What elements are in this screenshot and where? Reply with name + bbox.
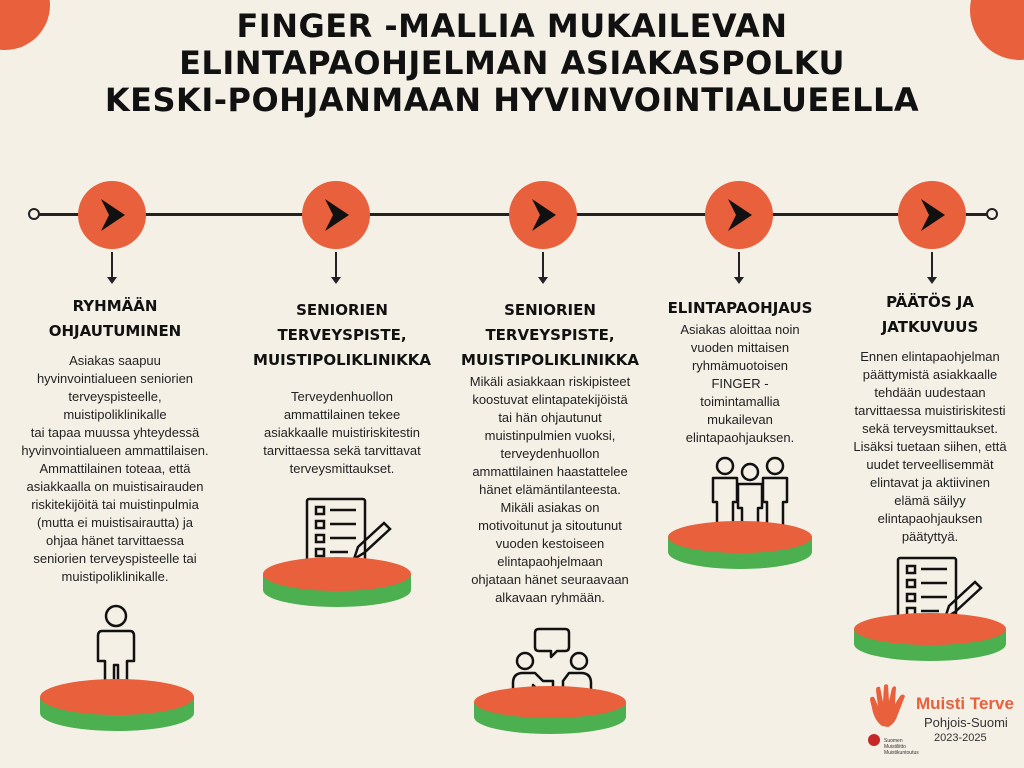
text-line: elintapaohjelmaan — [497, 554, 603, 569]
step-2-circle — [302, 181, 370, 249]
text-line: ammattilainen haastattelee — [472, 464, 628, 479]
step-1-platform — [38, 677, 196, 733]
step-5-platform — [852, 611, 1008, 663]
muisti-terve-logo — [868, 684, 1018, 764]
play-arrow-icon — [724, 197, 754, 233]
step-2 — [242, 298, 442, 478]
text-line: mukailevan — [707, 412, 773, 427]
heading-line: JATKUVUUS — [881, 318, 979, 336]
down-arrow — [738, 252, 740, 282]
text-line: Mikäli asiakas on — [500, 500, 600, 515]
heading-line: TERVEYSPISTE, — [277, 326, 407, 344]
step-2-heading — [242, 298, 442, 373]
step-2-text — [242, 388, 442, 478]
text-line: muistipoliklinikalle — [63, 407, 167, 422]
text-line: koostuvat elintapatekijöistä — [472, 392, 628, 407]
step-4-text — [650, 321, 830, 447]
text-line: Terveydenhuollon — [291, 389, 393, 404]
text-line: seniorien terveyspisteelle tai — [33, 551, 197, 566]
timeline-end-dot — [986, 208, 998, 220]
text-line: alkavaan ryhmään. — [495, 590, 605, 605]
text-line: uudet terveellisemmät — [866, 457, 994, 472]
text-line: hänet elämäntilanteesta. — [479, 482, 621, 497]
play-arrow-icon — [917, 197, 947, 233]
heading-line: MUISTIPOLIKLINIKKA — [253, 351, 431, 369]
muistiliitto-mark-icon — [868, 734, 880, 746]
text-line: sekä terveysmittaukset. — [862, 421, 998, 436]
down-arrow — [542, 252, 544, 282]
heading-line: SENIORIEN — [296, 301, 388, 319]
text-line: muistinpulmien vuoksi, — [484, 428, 616, 443]
down-arrow — [335, 252, 337, 282]
text-line: päättymistä asiakkaalle — [862, 367, 998, 382]
play-arrow-icon — [97, 197, 127, 233]
logo-small-print — [884, 738, 924, 756]
heading-line: RYHMÄÄN — [72, 297, 158, 315]
text-line: elintavat ja aktiivinen — [870, 475, 990, 490]
hand-icon — [868, 684, 916, 728]
page-title — [0, 8, 1024, 119]
text-line: Lisäksi tuetaan siihen, että — [853, 439, 1007, 454]
text-line: tai tapaa muussa yhteydessä — [30, 425, 200, 440]
step-4-platform — [666, 519, 814, 571]
text-line: motivoitunut ja sitoutunut — [478, 518, 622, 533]
down-arrow — [931, 252, 933, 282]
text-line: Ammattilainen toteaa, että — [39, 461, 191, 476]
text-line: vuoden mittaisen — [690, 340, 790, 355]
text-line: elämä säilyy — [894, 493, 966, 508]
text-line: elintapaohjauksen. — [685, 430, 795, 445]
heading-line: SENIORIEN — [504, 301, 596, 319]
down-arrow — [111, 252, 113, 282]
play-arrow-icon — [528, 197, 558, 233]
small-line: Suomen — [884, 738, 903, 744]
text-line: hyvinvointialueen ammattilaisen. — [21, 443, 209, 458]
heading-line: OHJAUTUMINEN — [48, 322, 182, 340]
heading-line: PÄÄTÖS JA — [886, 293, 974, 311]
step-3-text — [445, 373, 655, 607]
text-line: terveysmittaukset. — [289, 461, 395, 476]
logo-years: 2023-2025 — [934, 732, 987, 744]
text-line: ohjaa hänet tarvittaessa — [45, 533, 185, 548]
text-line: ohjataan hänet seuraavaan — [471, 572, 629, 587]
step-5-heading — [835, 290, 1024, 340]
step-2-platform — [261, 555, 413, 609]
step-3-circle — [509, 181, 577, 249]
text-line: (mutta ei muistisairautta) ja — [36, 515, 194, 530]
step-1-heading — [5, 294, 225, 344]
text-line: Ennen elintapaohjelman — [860, 349, 1000, 364]
text-line: vuoden kestoiseen — [495, 536, 605, 551]
step-5 — [835, 290, 1024, 546]
text-line: tarvittaessa muistiriskitesti — [854, 403, 1006, 418]
text-line: Asiakas aloittaa noin — [680, 322, 800, 337]
small-line: Muistiliitto — [884, 744, 906, 750]
text-line: asiakkaalla on muistisairauden — [26, 479, 204, 494]
step-3 — [445, 298, 655, 607]
text-line: Asiakas saapuu — [69, 353, 161, 368]
step-3-platform — [472, 684, 628, 736]
timeline-start-dot — [28, 208, 40, 220]
heading-line: ELINTAPAOHJAUS — [667, 299, 813, 317]
text-line: ryhmämuotoisen — [691, 358, 789, 373]
text-line: terveyspisteelle, — [68, 389, 162, 404]
heading-line: TERVEYSPISTE, — [485, 326, 615, 344]
text-line: FINGER - — [711, 376, 769, 391]
step-3-heading — [445, 298, 655, 373]
text-line: tehdään uudestaan — [874, 385, 986, 400]
text-line: hyvinvointialueen seniorien — [36, 371, 194, 386]
step-1-circle — [78, 181, 146, 249]
title-line-2: ELINTAPAOHJELMAN ASIAKASPOLKU — [179, 44, 845, 82]
logo-title: Muisti Terve — [916, 694, 1014, 713]
step-4-heading — [650, 296, 830, 321]
logo-subtitle: Pohjois-Suomi — [924, 715, 1008, 730]
step-5-circle — [898, 181, 966, 249]
text-line: Mikäli asiakkaan riskipisteet — [469, 374, 631, 389]
play-arrow-icon — [321, 197, 351, 233]
text-line: terveydenhuollon — [500, 446, 600, 461]
heading-line: MUISTIPOLIKLINIKKA — [461, 351, 639, 369]
text-line: asiakkaalle muistiriskitestin — [263, 425, 421, 440]
text-line: tai hän ohjautunut — [498, 410, 602, 425]
text-line: toimintamallia — [700, 394, 780, 409]
text-line: elintapaohjauksen — [877, 511, 983, 526]
step-5-text — [835, 348, 1024, 546]
step-1-text — [5, 352, 225, 586]
text-line: tarvittaessa sekä tarvittavat — [263, 443, 421, 458]
step-4 — [650, 296, 830, 447]
text-line: muistipoliklinikalle. — [61, 569, 169, 584]
text-line: päätyttyä. — [901, 529, 959, 544]
text-line: ammattilainen tekee — [283, 407, 401, 422]
step-4-circle — [705, 181, 773, 249]
text-line: riskitekijöitä tai muistinpulmia — [31, 497, 199, 512]
step-1 — [5, 294, 225, 586]
title-line-1: FINGER -MALLIA MUKAILEVAN — [236, 7, 788, 45]
title-line-3: KESKI-POHJANMAAN HYVINVOINTIALUEELLA — [104, 81, 920, 119]
small-line: Muistikuntoutus — [884, 750, 919, 756]
